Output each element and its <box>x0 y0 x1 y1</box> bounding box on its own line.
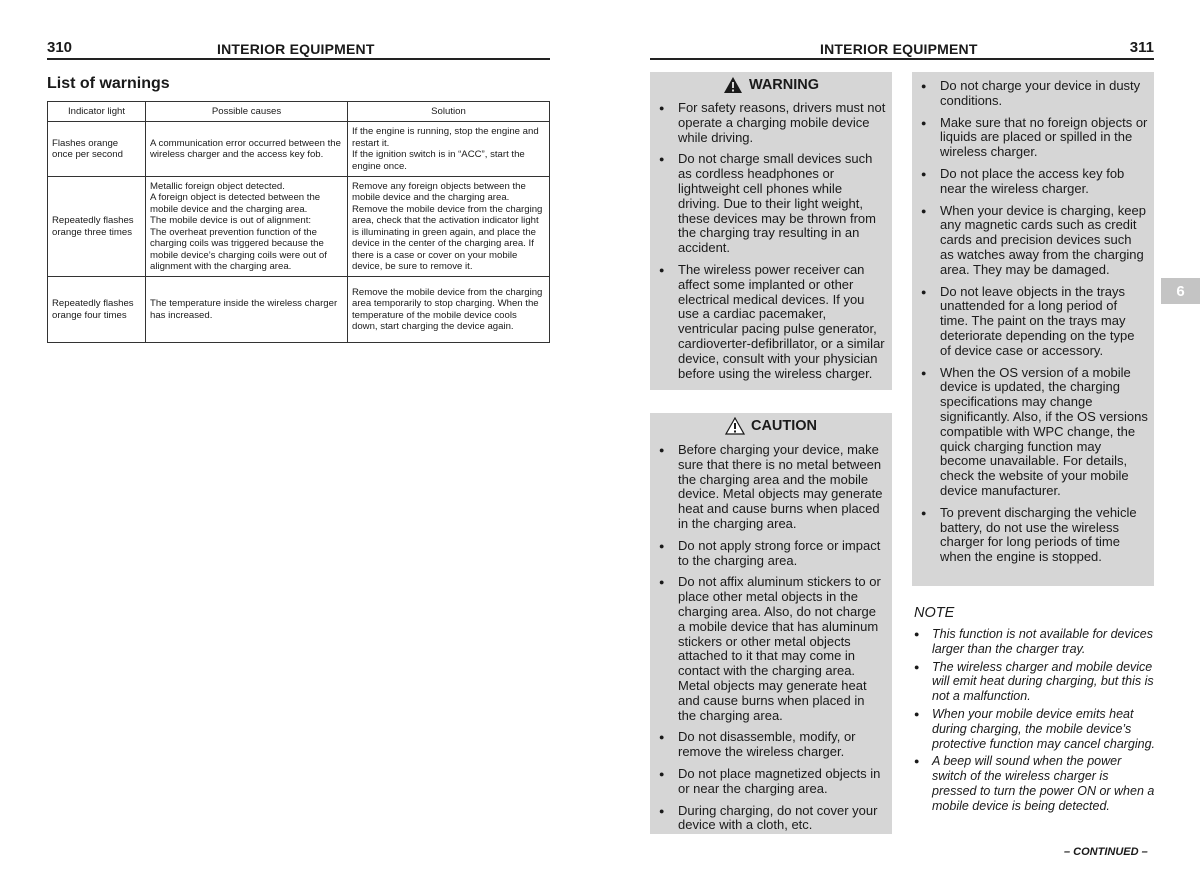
list-item: ● Do not place the access key fob near the wireless charger. <box>912 167 1148 197</box>
caution-continued-list <box>912 72 1154 565</box>
table-row <box>48 277 550 343</box>
chapter-tab: 6 <box>1161 278 1200 304</box>
list-item: ● For safety reasons, drivers must not operate a charging mobile device while driving. <box>650 101 886 145</box>
list-item: ● Do not disassemble, modify, or remove the wireless charger. <box>650 730 886 760</box>
indicator-cell: Repeatedly flashes orange three times <box>48 177 146 277</box>
list-item: ● The wireless charger and mobile device will emit heat during charging, but this is not a malfunction. <box>912 660 1156 704</box>
caution-box <box>650 413 892 834</box>
causes-cell: The temperature inside the wireless charger has increased. <box>146 277 348 343</box>
left-page <box>47 38 550 343</box>
list-item: ● Do not affix aluminum stickers to or place other metal objects in the charging area. Also, do not charge a mobile device that has aluminum stickers or other metal objects attached to it that may come in contact with the charging area. Metal objects may generate heat and cause burns when placed in the charging area. <box>650 575 886 723</box>
list-item: ● A beep will sound when the power switch of the wireless charger is pressed to turn the power ON or when a mobile device is being detected. <box>912 754 1156 813</box>
note-list <box>912 627 1156 817</box>
left-page-header <box>47 38 550 60</box>
indicator-cell: Flashes orange once per second <box>48 122 146 177</box>
solution-cell: Remove any foreign objects between the mobile device and the charging area. Remove the mobile device from the charging area, check that the activation indicator light is illuminating in green again, and place the device in the center of the charging area. If there is a case or cover on your mobile device, be sure to remove it. <box>348 177 550 277</box>
table-header-row <box>48 102 550 122</box>
caution-list <box>650 443 892 833</box>
list-item: ● When your device is charging, keep any magnetic cards such as credit cards and precision devices such as watches away from the charging area. They may be damaged. <box>912 204 1148 278</box>
note-title: NOTE <box>914 605 955 621</box>
causes-cell: A communication error occurred between the wireless charger and the access key fob. <box>146 122 348 177</box>
table-header: Indicator light <box>48 102 146 122</box>
list-item: ● When the OS version of a mobile device is updated, the charging specifications may change significantly. Also, if the OS versions compatible with WPC change, the quick charging function may become unavailable. For details, check the website of your mobile device manufacturer. <box>912 366 1148 499</box>
caution-icon <box>725 417 745 435</box>
warning-list <box>650 101 892 381</box>
table-row <box>48 177 550 277</box>
right-header-title: INTERIOR EQUIPMENT <box>820 41 978 57</box>
caution-title: CAUTION <box>750 418 818 434</box>
list-item: ● Do not place magnetized objects in or near the charging area. <box>650 767 886 797</box>
right-page-header <box>650 38 1154 60</box>
continued-label: – CONTINUED – <box>1064 846 1148 858</box>
table-header: Possible causes <box>146 102 348 122</box>
right-page <box>650 38 1154 60</box>
list-item: ● To prevent discharging the vehicle battery, do not use the wireless charger for long periods of time when the engine is stopped. <box>912 506 1148 565</box>
solution-cell: Remove the mobile device from the charging area temporarily to stop charging. When the temperature of the mobile device cools down, start charging the device again. <box>348 277 550 343</box>
list-item: ● Make sure that no foreign objects or liquids are placed or spilled in the wireless charger. <box>912 116 1148 160</box>
left-header-title: INTERIOR EQUIPMENT <box>217 41 375 57</box>
list-item: ● The wireless power receiver can affect some implanted or other electrical medical devices. If you use a cardiac pacemaker, ventricular pacing pulse generator, cardioverter-defibrillator, or a similar device, consult with your physician before using the wireless charger. <box>650 263 886 381</box>
warnings-table <box>47 101 550 343</box>
list-item: ● Do not leave objects in the trays unattended for a long period of time. The paint on the trays may deteriorate depending on the type of device case or accessory. <box>912 285 1148 359</box>
list-item: ● When your mobile device emits heat during charging, the mobile device’s protective function may cancel charging. <box>912 707 1156 751</box>
list-item: ● Do not charge small devices such as cordless headphones or lightweight cell phones while driving. Due to their light weight, these devices may be thrown from the charging tray resulting in an accident. <box>650 152 886 256</box>
warning-title: WARNING <box>748 77 820 93</box>
list-item: ● Do not apply strong force or impact to the charging area. <box>650 539 886 569</box>
list-item: ● During charging, do not cover your device with a cloth, etc. <box>650 804 886 834</box>
list-item: ● Before charging your device, make sure that there is no metal between the charging area and the mobile device. Metal objects may generate heat and cause burns when placed in the charging area. <box>650 443 886 532</box>
table-header: Solution <box>348 102 550 122</box>
list-item: ● Do not charge your device in dusty conditions. <box>912 79 1148 109</box>
warning-box <box>650 72 892 390</box>
caution-title-row <box>650 413 892 439</box>
table-row <box>48 122 550 177</box>
right-page-number: 311 <box>1129 39 1154 56</box>
section-title: List of warnings <box>47 75 170 92</box>
warning-title-row <box>650 72 892 98</box>
list-item: ● This function is not available for devices larger than the charger tray. <box>912 627 1156 657</box>
indicator-cell: Repeatedly flashes orange four times <box>48 277 146 343</box>
warning-icon <box>723 76 743 94</box>
left-page-number: 310 <box>47 39 73 56</box>
caution-continued-box <box>912 72 1154 586</box>
solution-cell: If the engine is running, stop the engine and restart it. If the ignition switch is in “ACC”, start the engine once. <box>348 122 550 177</box>
causes-cell: Metallic foreign object detected. A foreign object is detected between the mobile device and the charging area. The mobile device is out of alignment: The overheat prevention function of the charging coils was triggered because the mobile device’s charging coils were out of alignment with the charging area. <box>146 177 348 277</box>
